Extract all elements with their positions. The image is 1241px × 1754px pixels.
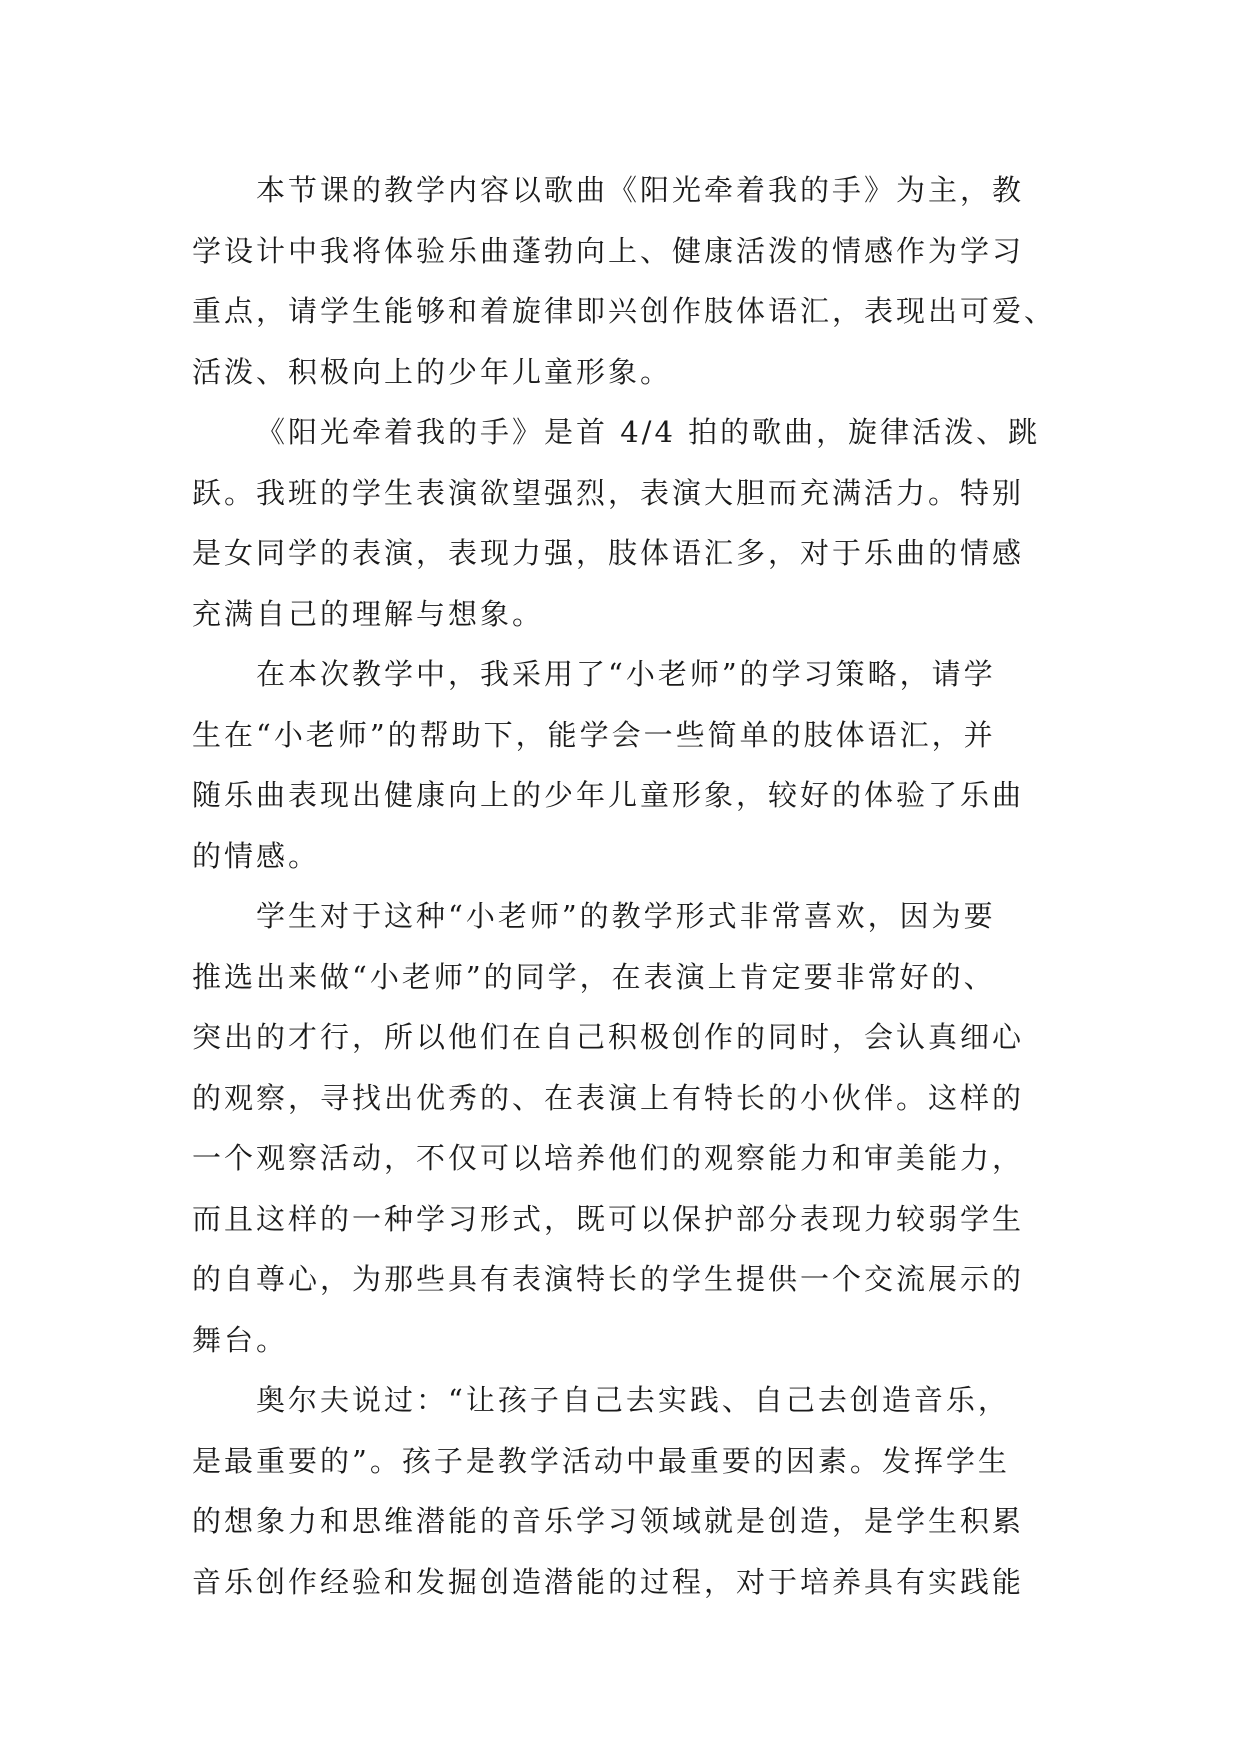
- text-line: 《阳光牵着我的手》是首 4/4 拍的歌曲，旋律活泼、跳: [256, 415, 1041, 449]
- text-line: 充满自己的理解与想象。: [192, 596, 545, 631]
- paragraph-song-description: [192, 402, 1058, 644]
- text-line: 活泼、积极向上的少年儿童形象。: [192, 354, 673, 389]
- text-line: 跃。我班的学生表演欲望强烈，表演大胆而充满活力。特别: [192, 475, 1025, 510]
- text-line: 音乐创作经验和发掘创造潜能的过程，对于培养具有实践能: [192, 1564, 1025, 1599]
- text-line: 推选出来做“小老师”的同学，在表演上肯定要非常好的、: [192, 959, 996, 994]
- text-line: 的想象力和思维潜能的音乐学习领域就是创造，是学生积累: [192, 1504, 1025, 1538]
- text-line: 是女同学的表演，表现力强，肢体语汇多，对于乐曲的情感: [192, 536, 1025, 570]
- text-line: 的情感。: [192, 838, 321, 873]
- text-line: 本节课的教学内容以歌曲《阳光牵着我的手》为主，教: [256, 173, 1025, 207]
- text-line: 生在“小老师”的帮助下，能学会一些简单的肢体语汇，并: [192, 717, 996, 752]
- text-line: 舞台。: [192, 1322, 289, 1357]
- text-line: 而且这样的一种学习形式，既可以保护部分表现力较弱学生: [192, 1201, 1025, 1236]
- document-body: [192, 160, 1058, 1612]
- text-line: 奥尔夫说过：“让孩子自己去实践、自己去创造音乐，: [256, 1383, 1010, 1417]
- paragraph-orff-quote: [192, 1370, 1058, 1612]
- text-line: 在本次教学中，我采用了“小老师”的学习策略，请学: [256, 657, 996, 691]
- text-line: 的自尊心，为那些具有表演特长的学生提供一个交流展示的: [192, 1262, 1025, 1296]
- text-line: 突出的才行，所以他们在自己积极创作的同时，会认真细心: [192, 1020, 1025, 1054]
- text-line: 学生对于这种“小老师”的教学形式非常喜欢，因为要: [256, 899, 996, 933]
- text-line: 随乐曲表现出健康向上的少年儿童形象，较好的体验了乐曲: [192, 778, 1025, 812]
- paragraph-lesson-content: [192, 160, 1058, 402]
- text-line: 的观察，寻找出优秀的、在表演上有特长的小伙伴。这样的: [192, 1080, 1025, 1115]
- text-line: 是最重要的”。孩子是教学活动中最重要的因素。发挥学生: [192, 1443, 1010, 1478]
- text-line: 重点，请学生能够和着旋律即兴创作肢体语汇，表现出可爱、: [192, 294, 1057, 328]
- paragraph-teaching-strategy: [192, 644, 1058, 886]
- text-line: 一个观察活动，不仅可以培养他们的观察能力和审美能力，: [192, 1141, 1025, 1175]
- paragraph-student-response: [192, 886, 1058, 1370]
- text-line: 学设计中我将体验乐曲蓬勃向上、健康活泼的情感作为学习: [192, 233, 1025, 268]
